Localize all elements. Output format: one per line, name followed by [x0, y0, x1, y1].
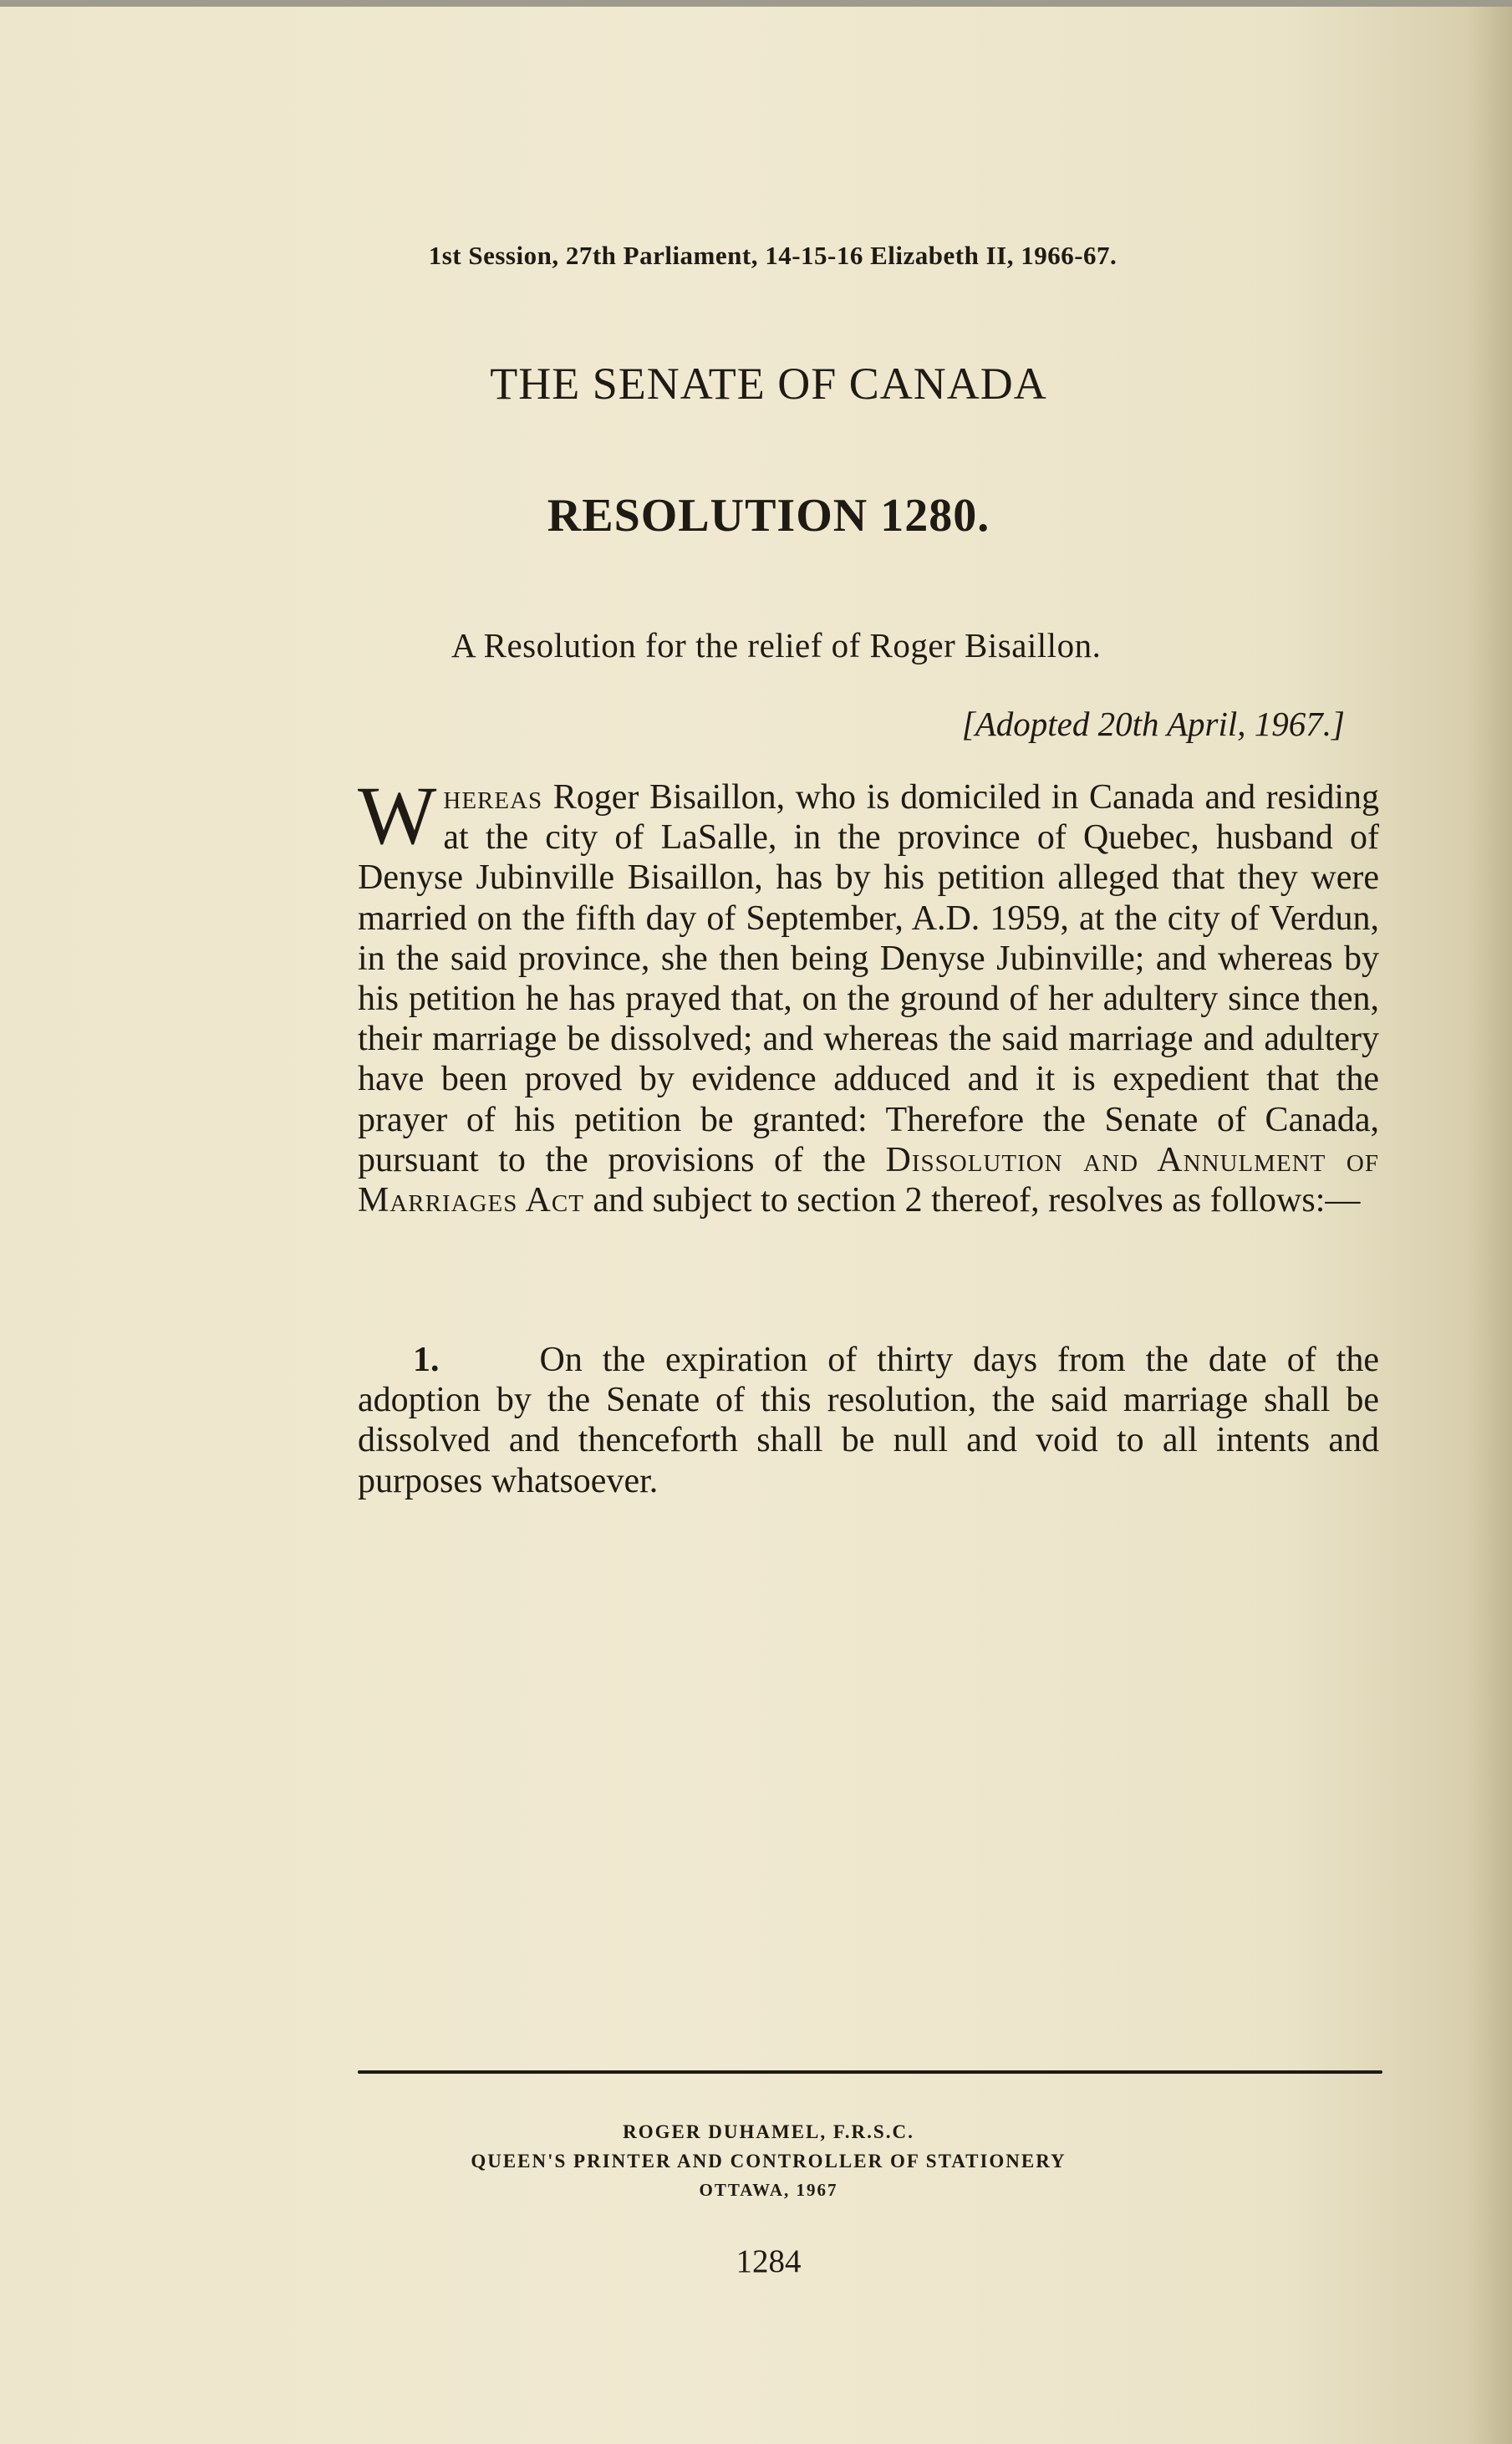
printer-title: QUEEN'S PRINTER AND CONTROLLER OF STATIONERY — [471, 2151, 1067, 2172]
preamble-text-2: and subject to section 2 thereof, resolves as follows:— — [583, 1181, 1361, 1220]
clause-number: 1. — [413, 1341, 440, 1379]
page-top-edge — [0, 0, 1512, 7]
page-number: 1284 — [736, 2243, 802, 2279]
clause-1 — [358, 1340, 1379, 1501]
footer-rule — [358, 2070, 1382, 2074]
resolution-title: RESOLUTION 1280. — [547, 490, 990, 542]
adopted-date: [Adopted 20th April, 1967.] — [961, 705, 1345, 743]
act-name: Dissolution and Annulment of Marriages Act — [358, 1140, 1379, 1220]
preamble-text-1: Roger Bisaillon, who is domiciled in Canada and residing at the city of LaSalle, in the province of Quebec, husband of Denyse Jubinville Bisaillon, has by his petition alleged that they were married on the fifth day of September, A.D. 1959, at the city of Verdun, in the said province, she then being Denyse Jubinville; and whereas by his petition he has prayed that, on the ground of her adultery since then, their marriage be dissolved; and whereas the said marriage and adultery have been proved by evidence adduced and it is expedient that the prayer of his petition be granted: Therefore the Senate of Canada, pursuant to the provisions of the — [358, 778, 1379, 1179]
clause-text: On the expiration of thirty days from the date of the adoption by the Senate of this resolution, the said marriage shall be dissolved and thenceforth shall be null and void to all intents and purposes whatsoever. — [358, 1341, 1379, 1500]
preamble-paragraph — [358, 769, 1379, 1220]
preamble-lead: hereas — [443, 778, 543, 817]
printer-name: ROGER DUHAMEL, F.R.S.C. — [623, 2121, 914, 2142]
drop-cap: W — [358, 769, 437, 862]
printer-place-year: OTTAWA, 1967 — [699, 2180, 838, 2200]
session-line: 1st Session, 27th Parliament, 14-15-16 Elizabeth II, 1966-67. — [428, 241, 1117, 270]
senate-title: THE SENATE OF CANADA — [490, 359, 1047, 409]
resolution-subtitle: A Resolution for the relief of Roger Bisaillon. — [451, 626, 1102, 664]
